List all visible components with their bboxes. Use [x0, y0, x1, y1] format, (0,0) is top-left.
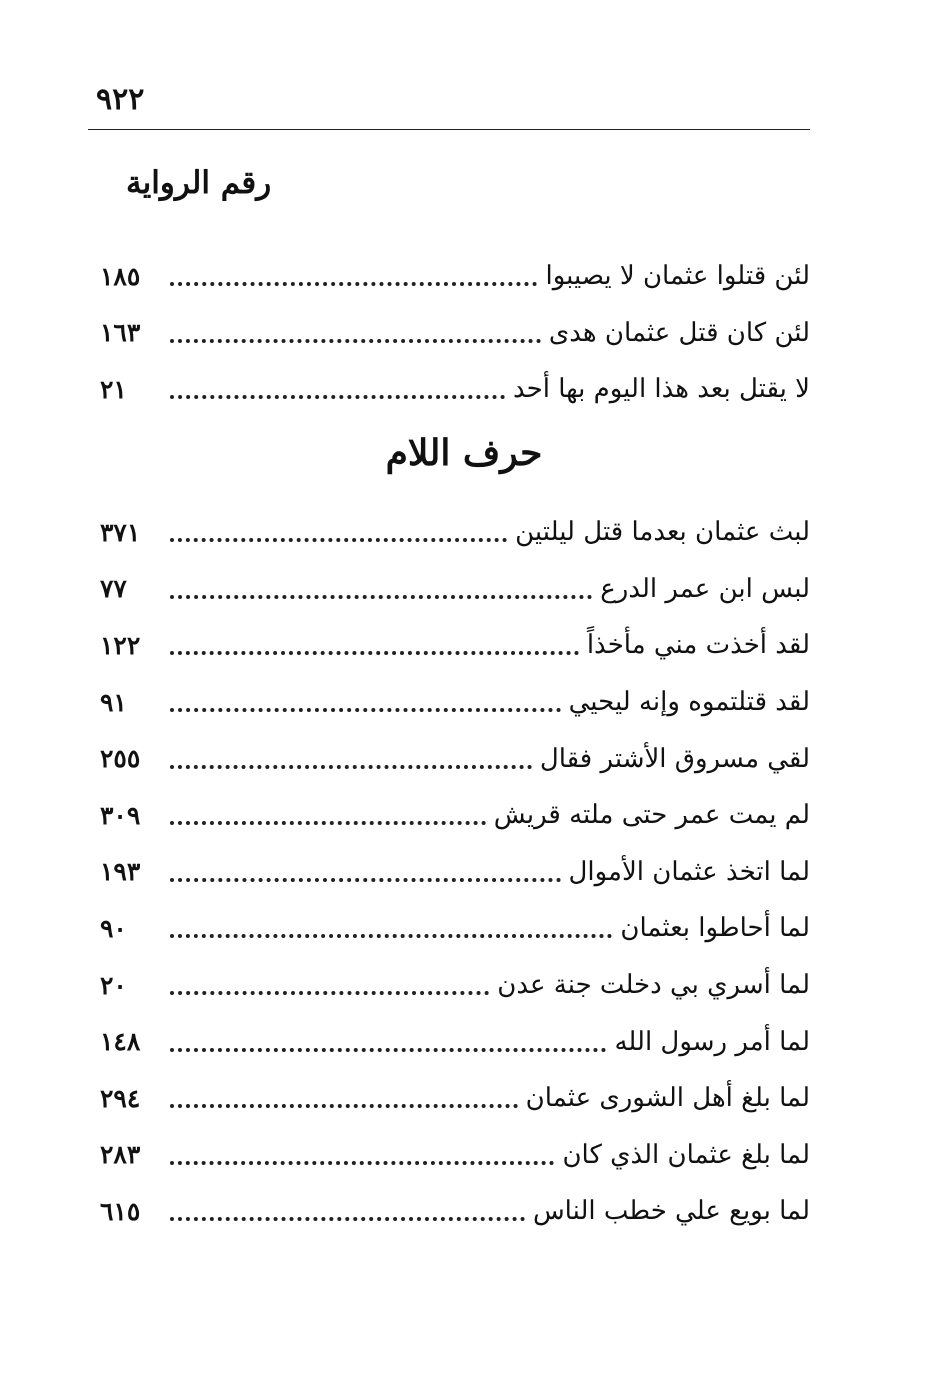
entry-text: لما أسري بي دخلت جنة عدن [497, 970, 810, 1001]
index-entry [100, 361, 810, 418]
index-entry [100, 504, 810, 561]
entry-text: لئن قتلوا عثمان لا يصيبوا [545, 261, 810, 292]
page-number: ٩٢٢ [96, 82, 145, 117]
entry-text: لما بويع علي خطب الناس [532, 1196, 810, 1227]
entry-text: لا يقتل بعد هذا اليوم بها أحد [513, 374, 810, 405]
entry-number: ٩١ [100, 687, 127, 717]
entry-number: ١٤٨ [100, 1027, 141, 1057]
dot-leader [170, 708, 561, 712]
entry-number: ١٦٣ [100, 318, 141, 348]
entry-number: ١٩٣ [100, 857, 141, 887]
dot-leader [170, 282, 537, 286]
dot-leader [170, 1104, 518, 1108]
entry-list-2 [100, 504, 810, 1240]
dot-leader [170, 651, 579, 655]
index-entry [100, 1183, 810, 1240]
entry-text: لما اتخذ عثمان الأموال [568, 856, 810, 887]
entry-text: لما أمر رسول الله [614, 1026, 810, 1057]
dot-leader [170, 991, 489, 995]
index-entry [100, 730, 810, 787]
entry-number: ٣٠٩ [100, 800, 141, 830]
entry-text: لقد قتلتموه وإنه ليحيي [568, 687, 810, 718]
index-entry [100, 1070, 810, 1127]
index-entry [100, 957, 810, 1014]
entry-number: ١٢٢ [100, 630, 141, 660]
dot-leader [170, 1217, 525, 1221]
entry-number: ٣٧١ [100, 517, 141, 547]
index-entry [100, 674, 810, 731]
entry-number: ٧٧ [100, 574, 127, 604]
dot-leader [170, 1048, 606, 1052]
entry-text: لما بلغ أهل الشورى عثمان [525, 1083, 810, 1114]
dot-leader [170, 538, 507, 542]
entry-number: ٢٠ [100, 970, 127, 1000]
index-entry [100, 1127, 810, 1184]
index-entry [100, 787, 810, 844]
index-entry [100, 248, 810, 305]
dot-leader [170, 934, 612, 938]
entry-number: ٢٥٥ [100, 744, 141, 774]
dot-leader [170, 821, 486, 825]
dot-leader [170, 339, 541, 343]
entry-text: لقي مسروق الأشتر فقال [539, 743, 810, 774]
entry-number: ٢٩٤ [100, 1083, 141, 1113]
entry-text: لما أحاطوا بعثمان [620, 913, 810, 944]
dot-leader [170, 1161, 554, 1165]
entry-text: لم يمت عمر حتى ملته قريش [493, 800, 810, 831]
index-entry [100, 561, 810, 618]
entry-list-1 [100, 248, 810, 418]
column-label: رقم الرواية [126, 165, 272, 201]
entry-number: ١٨٥ [100, 261, 141, 291]
entry-text: لبس ابن عمر الدرع [600, 573, 810, 604]
index-entry [100, 617, 810, 674]
entry-number: ٩٠ [100, 913, 127, 943]
index-entry [100, 844, 810, 901]
dot-leader [170, 765, 532, 769]
section-title: حرف اللام [385, 432, 543, 474]
index-entry [100, 305, 810, 362]
index-entry [100, 1013, 810, 1070]
entry-text: لما بلغ عثمان الذي كان [562, 1139, 810, 1170]
entry-text: لقد أخذت مني مأخذاً [586, 630, 810, 661]
dot-leader [170, 395, 505, 399]
dot-leader [170, 595, 592, 599]
entry-text: لبث عثمان بعدما قتل ليلتين [515, 517, 810, 548]
entry-text: لئن كان قتل عثمان هدى [548, 317, 810, 348]
header-rule [88, 129, 810, 130]
entry-number: ٢١ [100, 374, 127, 404]
index-entry [100, 900, 810, 957]
entry-number: ٢٨٣ [100, 1140, 141, 1170]
entry-number: ٦١٥ [100, 1196, 141, 1226]
dot-leader [170, 878, 561, 882]
